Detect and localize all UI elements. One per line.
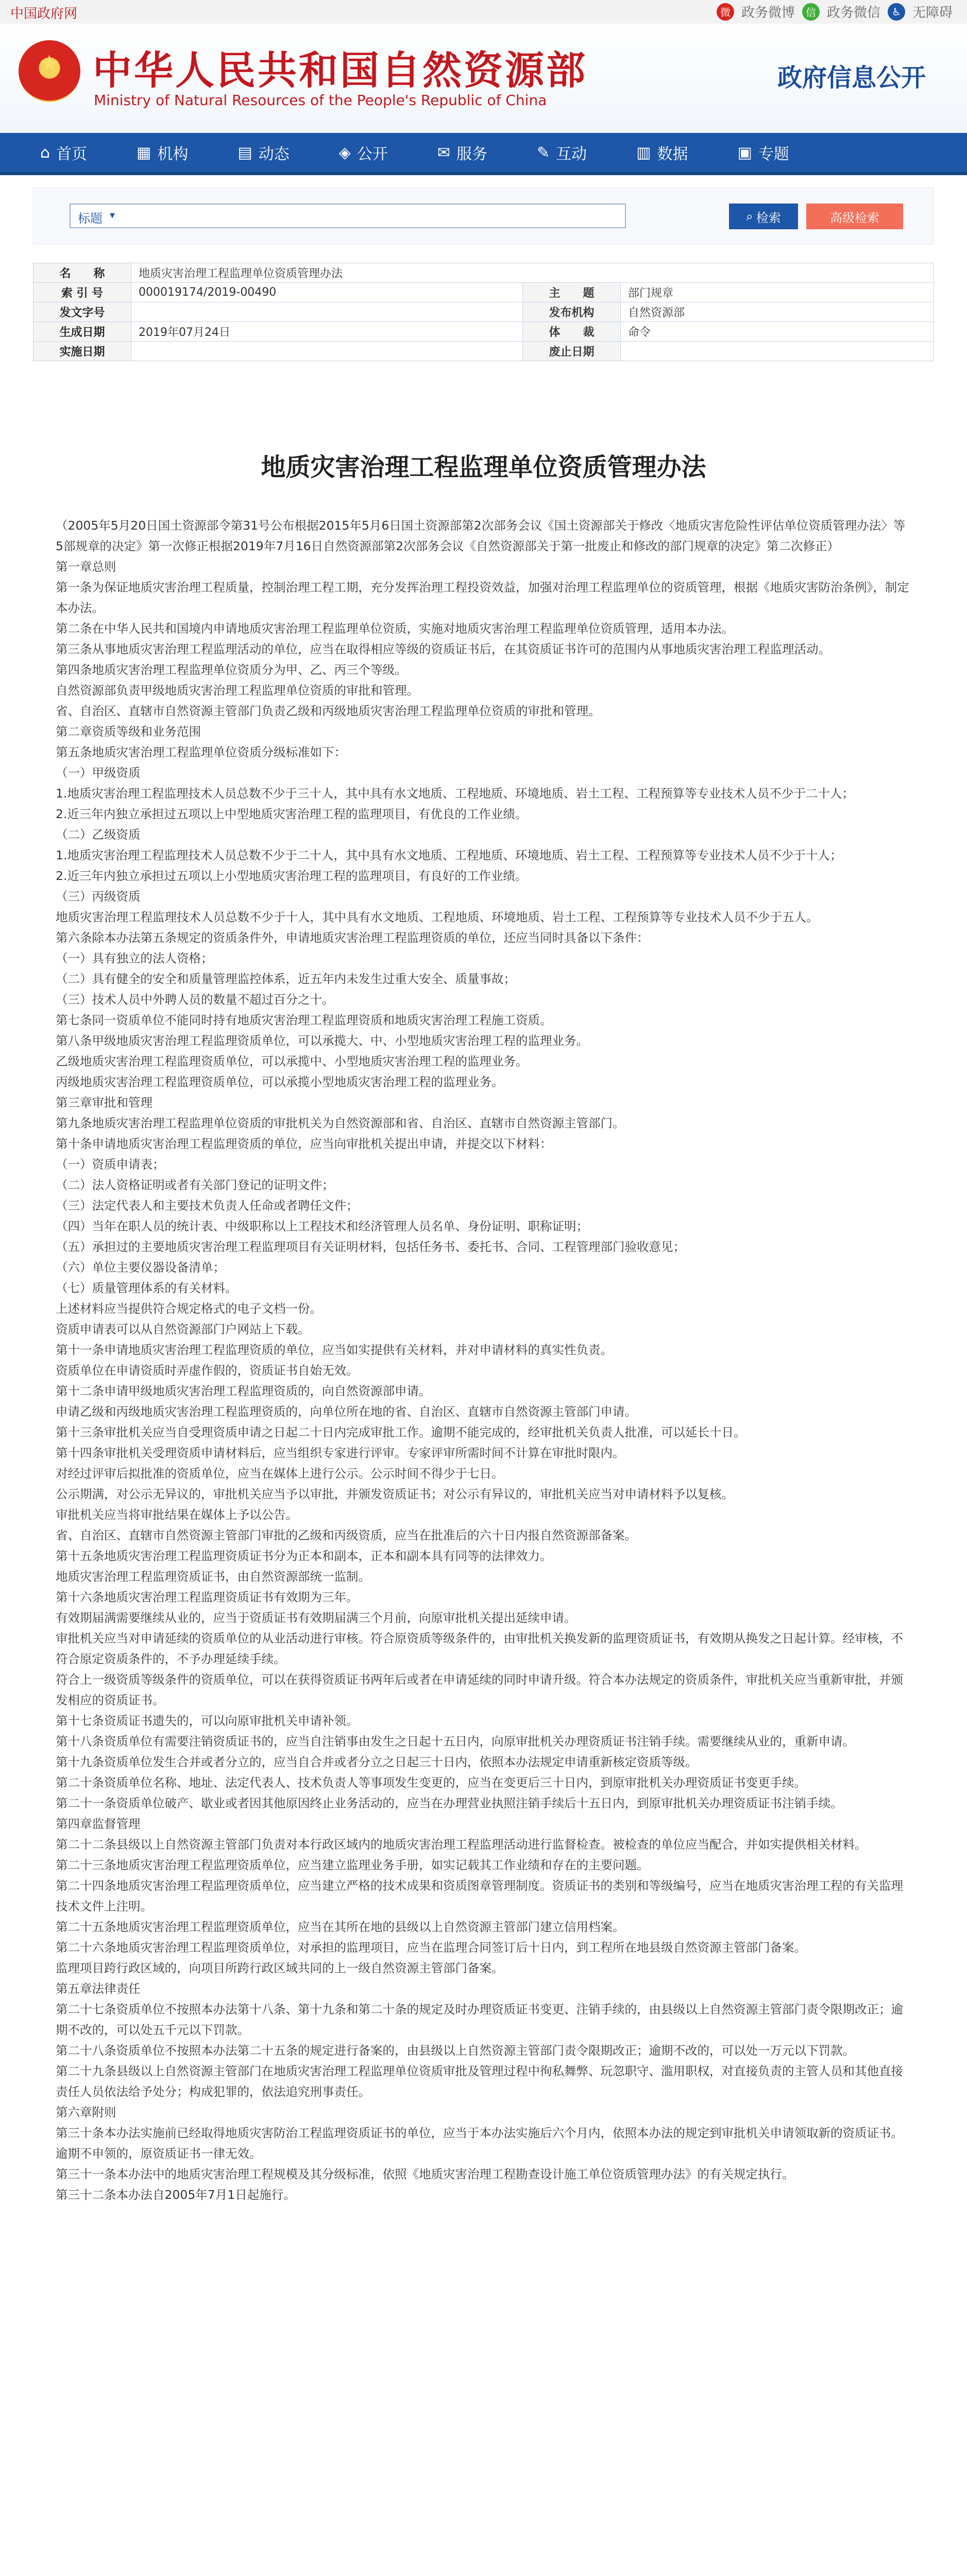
doc-paragraph: 第七条同一资质单位不能同时持有地质灾害治理工程监理资质和地质灾害治理工程施工资质。	[56, 1013, 552, 1027]
doc-paragraph: 第二条在中华人民共和国境内申请地质灾害治理工程监理单位资质，实施对地质灾害治理工程监理单位资质管理，适用本办法。	[56, 621, 734, 636]
main-nav	[0, 133, 967, 175]
meta-label: 发文字号	[33, 302, 131, 322]
nav-item-org[interactable]: ▦ 机构	[137, 143, 189, 163]
section-title: 政府信息公开	[777, 63, 926, 92]
nav-item-interact[interactable]: ✎ 互动	[536, 143, 587, 163]
doc-paragraph: 第二十八条资质单位不按照本办法第二十五条的规定进行备案的，由县级以上自然资源主管部门责令限期改正；逾期不改的，可以处一万元以下罚款。	[56, 2043, 855, 2058]
doc-paragraph: 第二章资质等级和业务范围	[56, 724, 201, 739]
doc-paragraph: 1.地质灾害治理工程监理技术人员总数不少于二十人，其中具有水文地质、工程地质、环境地质、岩土工程、工程预算等专业技术人员不少于十人；	[56, 848, 842, 862]
doc-paragraph: 第二十四条地质灾害治理工程监理资质单位，应当建立严格的技术成果和资质图章管理制度。资质证书的类别和等级编号，应当在地质灾害治理工程的有关监理技术文件上注明。	[56, 1878, 903, 1913]
top-bar	[0, 0, 967, 24]
doc-paragraph: 1.地质灾害治理工程监理技术人员总数不少于三十人，其中具有水文地质、工程地质、环境地质、岩土工程、工程预算等专业技术人员不少于二十人；	[56, 786, 854, 801]
meta-value-name: 地质灾害治理工程监理单位资质管理办法	[131, 263, 934, 283]
doc-paragraph: 第十七条资质证书遗失的，可以向原审批机关申请补领。	[56, 1714, 359, 1728]
doc-paragraph: 第八条甲级地质灾害治理工程监理资质单位，可以承揽大、中、小型地质灾害治理工程的监理业务。	[56, 1033, 588, 1048]
doc-paragraph: （七）质量管理体系的有关材料。	[56, 1281, 237, 1295]
doc-paragraph: 第十五条地质灾害治理工程监理资质证书分为正本和副本，正本和副本具有同等的法律效力。	[56, 1549, 552, 1563]
doc-paragraph: （六）单位主要仪器设备清单；	[56, 1260, 225, 1275]
doc-paragraph: （四）当年在职人员的统计表、中级职称以上工程技术和经济管理人员名单、身份证明、职称证明；	[56, 1219, 588, 1233]
doc-paragraph: 第二十一条资质单位破产、歇业或者因其他原因终止业务活动的，应当在办理营业执照注销手续后十五日内，到原审批机关办理资质证书注销手续。	[56, 1796, 843, 1810]
meta-value-type: 命令	[621, 322, 934, 342]
meta-value-org: 自然资源部	[621, 302, 934, 322]
doc-paragraph: 第四章监督管理	[56, 1817, 141, 1831]
site-title[interactable]: 中华人民共和国自然资源部	[93, 47, 587, 93]
doc-paragraph: 第十六条地质灾害治理工程监理资质证书有效期为三年。	[56, 1590, 359, 1604]
doc-paragraph: 有效期届满需要继续从业的，应当于资质证书有效期届满三个月前，向原审批机关提出延续申请。	[56, 1611, 576, 1625]
news-icon: ▤	[237, 143, 252, 162]
doc-paragraph: 第十条申请地质灾害治理工程监理资质的单位，应当向审批机关提出申请，并提交以下材料：	[56, 1137, 552, 1151]
weibo-link[interactable]: 政务微博	[741, 5, 795, 21]
doc-paragraph: 第二十二条县级以上自然资源主管部门负责对本行政区域内的地质灾害治理工程监理活动进行监督检查。被检查的单位应当配合，并如实提供相关材料。	[56, 1837, 867, 1852]
meta-value-topic: 部门规章	[621, 283, 934, 302]
meta-label: 生成日期	[33, 322, 131, 342]
home-icon: ⌂	[40, 143, 50, 162]
meta-label: 实施日期	[33, 342, 131, 361]
doc-paragraph: （三）法定代表人和主要技术负责人任命或者聘任文件；	[56, 1198, 359, 1213]
doc-paragraph: 地质灾害治理工程监理资质证书，由自然资源部统一监制。	[56, 1569, 370, 1584]
document-body	[56, 515, 912, 2205]
doc-paragraph: （二）法人资格证明或者有关部门登记的证明文件；	[56, 1178, 334, 1192]
doc-paragraph: 第九条地质灾害治理工程监理单位资质的审批机关为自然资源部和省、自治区、直辖市自然资源主管部门。	[56, 1116, 625, 1130]
doc-paragraph: 第二十六条地质灾害治理工程监理资质单位，对承担的监理项目，应当在监理合同签订后十日内，到工程所在地县级自然资源主管部门备案。	[56, 1940, 806, 1955]
doc-paragraph: 申请乙级和丙级地质灾害治理工程监理资质的，向单位所在地的省、自治区、直辖市自然资源主管部门申请。	[56, 1404, 637, 1419]
search-scope-select[interactable]: 标题	[78, 211, 103, 226]
doc-paragraph: 第十八条资质单位有需要注销资质证书的，应当自注销事由发生之日起十五日内，向原审批机关办理资质证书注销手续。需要继续从业的，重新申请。	[56, 1734, 855, 1749]
building-icon: ▦	[137, 143, 151, 162]
nav-item-service[interactable]: ✉ 服务	[437, 143, 487, 163]
doc-paragraph: （二）具有健全的安全和质量管理监控体系，近五年内未发生过重大安全、质量事故；	[56, 972, 516, 986]
doc-paragraph: 公示期满，对公示无异议的，审批机关应当予以审批，并颁发资质证书；对公示有异议的，审批机关应当对申请材料予以复核。	[56, 1487, 734, 1501]
meta-value-date: 2019年07月24日	[131, 322, 523, 342]
doc-paragraph: 监理项目跨行政区域的，向项目所跨行政区域共同的上一级自然资源主管部门备案。	[56, 1961, 504, 1975]
chevron-down-icon: ▾	[110, 209, 115, 221]
document-title: 地质灾害治理工程监理单位资质管理办法	[261, 453, 706, 482]
meta-label: 名 称	[33, 263, 131, 283]
doc-paragraph: 第二十五条地质灾害治理工程监理资质单位，应当在其所在地的县级以上自然资源主管部门建立信用档案。	[56, 1920, 625, 1934]
doc-paragraph: （二）乙级资质	[56, 827, 141, 842]
meta-label: 体 裁	[523, 322, 621, 342]
doc-paragraph: 自然资源部负责甲级地质灾害治理工程监理单位资质的审批和管理。	[56, 683, 419, 698]
gov-portal-link[interactable]: 中国政府网	[10, 6, 78, 22]
wechat-icon[interactable]: 信	[802, 3, 820, 21]
open-icon: ◈	[338, 143, 351, 162]
search-icon: ⌕	[746, 209, 753, 224]
social-links	[717, 2, 953, 21]
search-button[interactable]: ⌕ 检索	[729, 204, 798, 229]
doc-paragraph: （三）技术人员中外聘人员的数量不超过百分之十。	[56, 992, 334, 1007]
doc-paragraph: 第三十条本办法实施前已经取得地质灾害防治工程监理资质证书的单位，应当于本办法实施后六个月内，依照本办法的规定到审批机关申请领取新的资质证书。逾期不申领的，原资质证书一律无效。	[56, 2126, 903, 2161]
meta-value-stop	[621, 342, 934, 361]
doc-paragraph: （一）具有独立的法人资格；	[56, 951, 213, 965]
meta-label: 废止日期	[523, 342, 621, 361]
doc-paragraph: 第十三条审批机关应当自受理资质申请之日起二十日内完成审批工作。逾期不能完成的，经审批机关负责人批准，可以延长十日。	[56, 1425, 746, 1439]
doc-paragraph: 地质灾害治理工程监理技术人员总数不少于十人，其中具有水文地质、工程地质、环境地质、岩土工程、工程预算等专业技术人员不少于五人。	[56, 910, 819, 924]
search-input[interactable]	[70, 204, 626, 228]
doc-paragraph: 2.近三年内独立承担过五项以上小型地质灾害治理工程的监理项目，有良好的工作业绩。	[56, 869, 528, 883]
doc-paragraph: 资质单位在申请资质时弄虚作假的，资质证书自始无效。	[56, 1363, 359, 1378]
doc-paragraph: 第六条除本办法第五条规定的资质条件外，申请地质灾害治理工程监理资质的单位，还应当同时具备以下条件：	[56, 930, 649, 945]
advanced-search-button[interactable]: 高级检索	[806, 204, 903, 229]
weibo-icon[interactable]: 微	[717, 3, 734, 21]
doc-paragraph: 第一章总则	[56, 560, 116, 574]
accessibility-link[interactable]: 无障碍	[912, 5, 953, 21]
doc-paragraph: 丙级地质灾害治理工程监理资质单位，可以承揽小型地质灾害治理工程的监理业务。	[56, 1075, 504, 1089]
doc-paragraph: 第三章审批和管理	[56, 1095, 152, 1110]
doc-paragraph: 第十四条审批机关受理资质申请材料后，应当组织专家进行评审。专家评审所需时间不计算在审批时限内。	[56, 1446, 625, 1460]
doc-paragraph: 第三十二条本办法自2005年7月1日起施行。	[56, 2188, 296, 2202]
doc-paragraph: 第三十一条本办法中的地质灾害治理工程规模及其分级标准，依照《地质灾害治理工程勘查设计施工单位资质管理办法》的有关规定执行。	[56, 2167, 794, 2181]
doc-paragraph: 审批机关应当对申请延续的资质单位的从业活动进行审核。符合原资质等级条件的，由审批机关换发新的监理资质证书，有效期从换发之日起计算。经审核，不符合原定资质条件的，不予办理延续手续。	[56, 1631, 903, 1666]
doc-paragraph: 省、自治区、直辖市自然资源主管部门审批的乙级和丙级资质，应当在批准后的六十日内报自然资源部备案。	[56, 1528, 637, 1543]
doc-paragraph: 第四条地质灾害治理工程监理单位资质分为甲、乙、丙三个等级。	[56, 663, 407, 677]
document-meta-table	[33, 263, 934, 361]
doc-paragraph: 第五条地质灾害治理工程监理单位资质分级标准如下：	[56, 745, 346, 759]
service-icon: ✉	[437, 143, 450, 162]
chat-icon: ✎	[536, 143, 550, 162]
doc-paragraph: 第三条从事地质灾害治理工程监理活动的单位，应当在取得相应等级的资质证书后，在其资质证书许可的范围内从事地质灾害治理工程监理活动。	[56, 642, 830, 656]
site-subtitle: Ministry of Natural Resources of the People's Republic of China	[94, 92, 547, 109]
meta-label: 索 引 号	[33, 283, 131, 302]
doc-paragraph: 第二十九条县级以上自然资源主管部门在地质灾害治理工程监理单位资质审批及管理过程中徇私舞弊、玩忽职守、滥用职权，对直接负责的主管人员和其他直接责任人员依法给予处分；构成犯罪的，依法追究刑事责任。	[56, 2064, 903, 2099]
meta-value-issuer	[131, 302, 523, 322]
nav-item-home[interactable]: ⌂ 首页	[40, 143, 88, 163]
doc-paragraph: 第六章附则	[56, 2105, 116, 2120]
doc-paragraph: 第二十七条资质单位不按照本办法第十八条、第十九条和第二十条的规定及时办理资质证书变更、注销手续的，由县级以上自然资源主管部门责令限期改正；逾期不改的，可以处五千元以下罚款。	[56, 2002, 903, 2037]
doc-paragraph: （三）丙级资质	[56, 889, 141, 904]
doc-paragraph: 第十一条申请地质灾害治理工程监理资质的单位，应当如实提供有关材料，并对申请材料的真实性负责。	[56, 1343, 613, 1357]
meta-value-index: 000019174/2019-00490	[131, 283, 523, 302]
doc-paragraph: 2.近三年内独立承担过五项以上中型地质灾害治理工程的监理项目，有优良的工作业绩。	[56, 807, 528, 821]
site-header	[0, 24, 967, 133]
doc-paragraph: （2005年5月20日国土资源部令第31号公布根据2015年5月6日国土资源部第2次部务会议《国土资源部关于修改〈地质灾害危险性评估单位资质管理办法〉等5部规章的决定》第一次修正根据2019年7月16日自然资源部第2次部务会议《自然资源部关于第一批废止和修改的部门规章的决定》第二次修正）	[56, 518, 906, 553]
doc-paragraph: 第十九条资质单位发生合并或者分立的，应当自合并或者分立之日起三十日内，依照本办法规定申请重新核定资质等级。	[56, 1755, 698, 1769]
doc-paragraph: 第十二条申请甲级地质灾害治理工程监理资质的，向自然资源部申请。	[56, 1384, 431, 1398]
accessibility-icon[interactable]: ♿	[888, 3, 905, 21]
nav-item-news[interactable]: ▤ 动态	[237, 143, 290, 163]
nav-item-topic[interactable]: ▣ 专题	[737, 143, 789, 163]
doc-paragraph: （一）甲级资质	[56, 766, 141, 780]
meta-value-start	[131, 342, 523, 361]
doc-paragraph: 符合上一级资质等级条件的资质单位，可以在获得资质证书两年后或者在申请延续的同时申请升级。符合本办法规定的资质条件，审批机关应当重新审批，并颁发相应的资质证书。	[56, 1672, 903, 1707]
doc-paragraph: 资质申请表可以从自然资源部门户网站上下载。	[56, 1322, 310, 1336]
meta-label: 发布机构	[523, 302, 621, 322]
doc-paragraph: 乙级地质灾害治理工程监理资质单位，可以承揽中、小型地质灾害治理工程的监理业务。	[56, 1054, 528, 1069]
wechat-link[interactable]: 政务微信	[826, 5, 880, 21]
search-panel	[33, 188, 934, 244]
national-emblem-icon	[19, 40, 80, 102]
doc-paragraph: （五）承担过的主要地质灾害治理工程监理项目有关证明材料，包括任务书、委托书、合同、工程管理部门验收意见；	[56, 1240, 685, 1254]
nav-item-open[interactable]: ◈ 公开	[338, 143, 388, 163]
doc-paragraph: 第一条为保证地质灾害治理工程质量，控制治理工程工期，充分发挥治理工程投资效益，加强对治理工程监理单位的资质管理，根据《地质灾害防治条例》，制定本办法。	[56, 580, 909, 615]
doc-paragraph: 审批机关应当将审批结果在媒体上予以公告。	[56, 1507, 298, 1522]
doc-paragraph: 省、自治区、直辖市自然资源主管部门负责乙级和丙级地质灾害治理工程监理单位资质的审批和管理。	[56, 704, 601, 718]
doc-paragraph: （一）资质申请表；	[56, 1157, 165, 1172]
data-icon: ▥	[636, 143, 651, 162]
topic-icon: ▣	[737, 143, 752, 162]
meta-label: 主 题	[523, 283, 621, 302]
doc-paragraph: 第五章法律责任	[56, 1981, 141, 1996]
nav-item-data[interactable]: ▥ 数据	[636, 143, 688, 163]
doc-paragraph: 第二十条资质单位名称、地址、法定代表人、技术负责人等事项发生变更的，应当在变更后三十日内，到原审批机关办理资质证书变更手续。	[56, 1775, 806, 1790]
doc-paragraph: 第二十三条地质灾害治理工程监理资质单位，应当建立监理业务手册，如实记载其工作业绩和存在的主要问题。	[56, 1858, 649, 1872]
doc-paragraph: 对经过评审后拟批准的资质单位，应当在媒体上进行公示。公示时间不得少于七日。	[56, 1466, 504, 1481]
doc-paragraph: 上述材料应当提供符合规定格式的电子文档一份。	[56, 1301, 322, 1316]
